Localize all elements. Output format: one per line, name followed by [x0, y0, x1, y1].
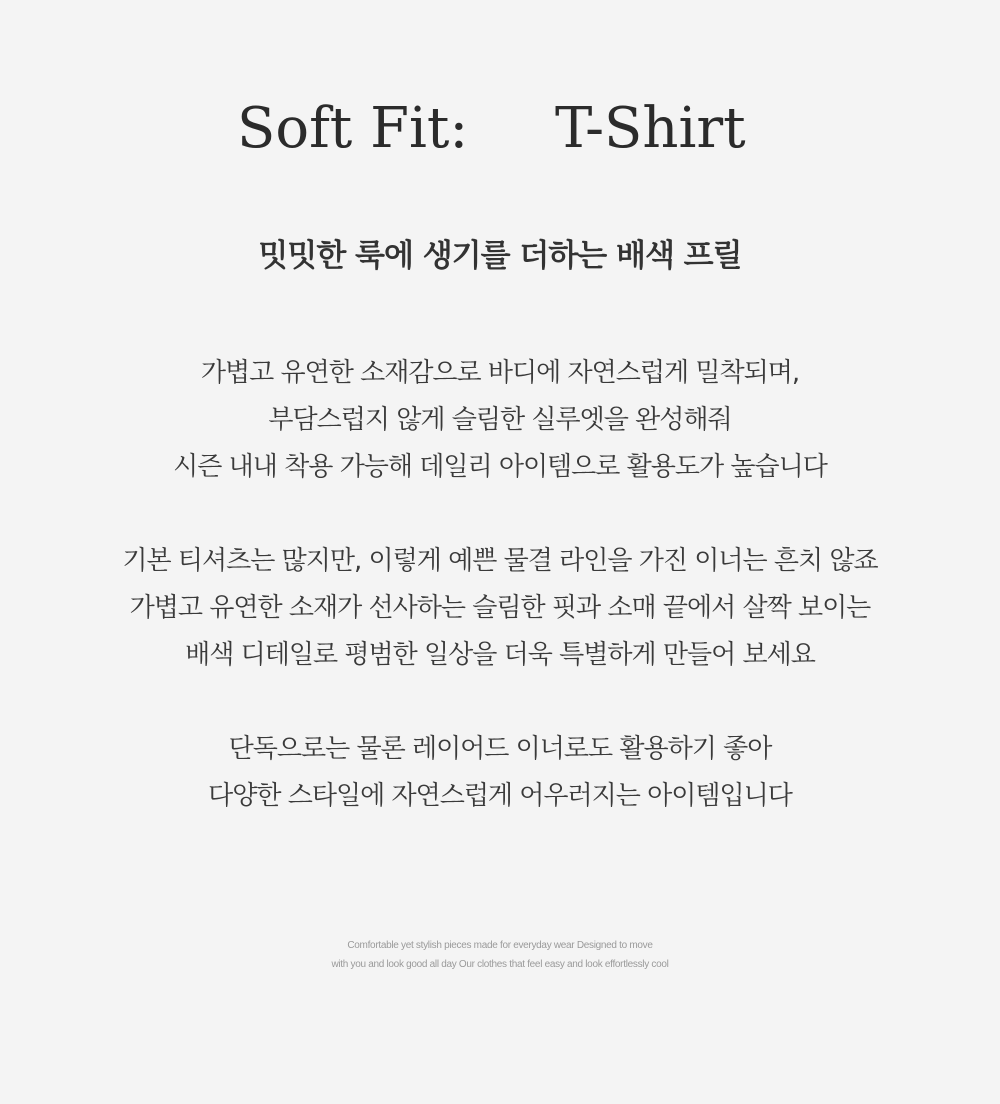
product-subtitle: 밋밋한 룩에 생기를 더하는 배색 프릴	[258, 238, 742, 274]
paragraph-line: 다양한 스타일에 자연스럽게 어우러지는 아이템입니다	[208, 781, 792, 811]
paragraph-line: 단독으로는 물론 레이어드 이너로도 활용하기 좋아	[228, 734, 772, 764]
title-part-soft-fit: Soft Fit:	[237, 96, 469, 161]
description-paragraph-1	[0, 350, 1000, 491]
footer-line: Comfortable yet stylish pieces made for everyday wear Designed to move	[347, 940, 653, 951]
description-paragraph-3	[0, 726, 1000, 820]
paragraph-line: 시즌 내내 착용 가능해 데일리 아이템으로 활용도가 높습니다	[173, 452, 827, 482]
title-part-t-shirt: T-Shirt	[555, 96, 746, 161]
paragraph-line: 가볍고 유연한 소재가 선사하는 슬림한 핏과 소매 끝에서 살짝 보이는	[129, 593, 871, 623]
footer-tagline	[0, 936, 1000, 974]
paragraph-line: 부담스럽지 않게 슬림한 실루엣을 완성해줘	[268, 405, 732, 435]
product-title	[0, 96, 1000, 166]
paragraph-line: 배색 디테일로 평범한 일상을 더욱 특별하게 만들어 보세요	[185, 640, 815, 670]
paragraph-line: 가볍고 유연한 소재감으로 바디에 자연스럽게 밀착되며,	[200, 358, 800, 388]
description-paragraph-2	[0, 538, 1000, 679]
paragraph-line: 기본 티셔츠는 많지만, 이렇게 예쁜 물결 라인을 가진 이너는 흔치 않죠	[122, 546, 878, 576]
footer-line: with you and look good all day Our clothes that feel easy and look effortlessly cool	[331, 959, 669, 970]
